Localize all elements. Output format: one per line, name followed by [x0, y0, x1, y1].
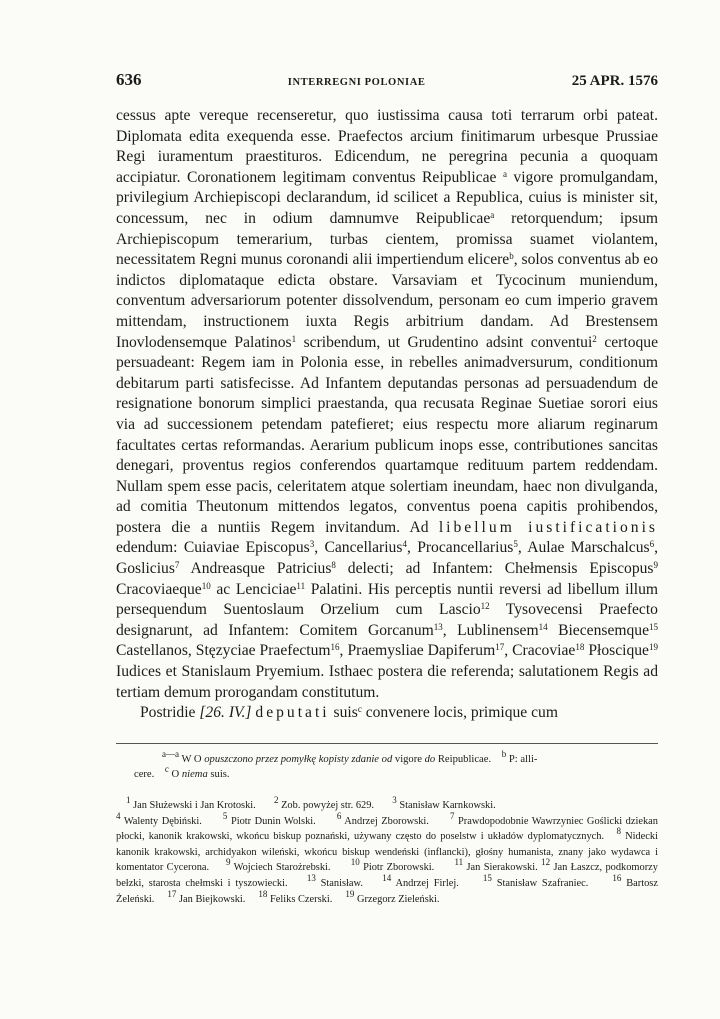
text-run: ac Lenciciae: [210, 580, 297, 598]
footnote-number: 10: [350, 857, 360, 868]
footnote-text: Stanisław Karnkowski.: [399, 800, 496, 811]
footnote-ref: 12: [480, 601, 490, 612]
footnote-ref: 17: [495, 642, 505, 653]
apparatus-marker: a: [490, 210, 495, 221]
text-run: Andreasque Patricius: [179, 560, 332, 578]
footnote-number: 13: [306, 873, 316, 884]
paragraph-2: [116, 703, 658, 724]
footnote-text: Andrzej Zborowski.: [344, 815, 429, 827]
text-run: retorquendum; ipsum Archiepiscopum temerarium, turbas cientem, promissa suamet violantem, necessitatem Regni munus coronandi alii impertiendum elicere: [116, 209, 658, 269]
footnote-ref: 5: [513, 539, 518, 550]
footnote-ref: 16: [330, 642, 340, 653]
footnote-number: 7: [450, 810, 455, 821]
footnote-number: 3: [392, 795, 397, 806]
footnote-text: Walenty Dębiński.: [123, 815, 202, 827]
footnote-number: 6: [336, 810, 342, 821]
footnote-ref: 2: [592, 333, 597, 344]
footnote-text: Grzegorz Zieleński.: [356, 893, 440, 905]
footnote-number: 8: [616, 826, 621, 837]
text-run: certoque persuadeant: Regem iam in Polonia esse, in rebelles animadversurum, conditionum debitarum parti satisfecisse. Ad Infantem deputandas personas ad persuadendum de resignatione bonorum simplici praestanda, qua recusata Reginae Suetiae sorori eius via ad successionem petendam patefieret; eius respectu more aliarum reginarum facultates certas reformandas. Aerarium publicum inops esse, contributiones sancitas denegari, proventus regios conferendos quartamque redituum partem reddendam. Nullam spem esse pacis, celeritatem atque solertiam ineundam, haec non divulganda, ad comitia Theutonum mittendos legatos, conventus poena capitis prohibendos, postera die a nuntiis Regem invitandum. Ad: [116, 333, 659, 536]
apparatus-marker: a—a: [162, 749, 179, 760]
apparatus-text: W O: [181, 754, 205, 765]
date-reference: [26. IV.]: [199, 704, 252, 722]
footnote-ref: 18: [575, 642, 585, 653]
page-number: 636: [116, 70, 142, 89]
text-run: , Cancellarius: [314, 539, 403, 557]
footnote-text: Prawdopodobnie Wawrzyniec Goślicki dziekan płocki, kanonik krakowski, wkońcu biskup poznański, używany często do poselstw i układów dyplomatycznych.: [116, 815, 658, 843]
text-run: , Aulae Marschalcus: [517, 539, 650, 557]
footnote-text: Jan Biejkowski.: [179, 893, 246, 905]
footnote-number: 18: [258, 888, 268, 899]
footnote-ref: 1: [291, 333, 297, 344]
text-run: , Goslicius: [116, 539, 658, 578]
footnote-text: Stanisław Szafraniec.: [496, 877, 589, 889]
footnote-ref: 3: [309, 539, 315, 550]
footnote-text: Zob. powyżej str. 629.: [281, 800, 375, 811]
footnote-ref: 14: [538, 621, 548, 632]
apparatus-marker: c: [164, 764, 169, 775]
footnote-text: Jan Służewski i Jan Krotoski.: [133, 800, 256, 811]
footnote-line: [116, 810, 658, 908]
footnote-number: 16: [612, 873, 622, 884]
text-run: , Procancellarius: [406, 539, 514, 557]
text-run: Tysovecensi Praefecto designarunt, ad Infantem: Comitem Gorcanum: [116, 601, 658, 639]
apparatus-text: cere.: [134, 769, 155, 780]
footnote-number: 12: [541, 857, 551, 868]
footnote-ref: 11: [296, 580, 306, 591]
footnote-number: 11: [454, 857, 464, 868]
apparatus-italic: opuszczono przez pomyłkę kopisty zdanie od: [204, 754, 393, 765]
text-run: Biecensemque: [547, 621, 650, 639]
text-run: vigore promulgandam, privilegium Archiepiscopi declarandum, id scilicet a Republica, cuius is minister sit, concessum, nec in odium damnumve Reipublicae: [116, 168, 658, 227]
text-run: suis: [329, 704, 358, 722]
footnote-ref: 15: [649, 621, 659, 632]
apparatus-line: [116, 764, 658, 782]
apparatus-italic: do: [424, 754, 436, 765]
footnote-ref: 13: [433, 621, 443, 632]
footnote-number: 17: [167, 888, 177, 899]
footnotes: [116, 795, 658, 907]
paragraph-1: [116, 106, 658, 703]
apparatus-marker: c: [357, 704, 362, 715]
footnote-divider: [116, 743, 658, 744]
footnote-number: 14: [382, 873, 392, 884]
text-run: scribendum, ut Grudentino adsint conventui: [296, 333, 593, 351]
footnote-number: 15: [482, 873, 492, 884]
footnote-ref: 6: [649, 539, 655, 550]
text-run: convenere locis, primique cum: [361, 704, 558, 722]
footnote-ref: 8: [331, 560, 336, 571]
text-run: , solos conventus ab eo indictos diplomataque edicta obstare. Varsaviam et Tycocinum muniendum, conventum adversariorum potenter dissolvendum, personam eo cum imperio gravem mittendam, instructionem iuxta Regis arbitrium dandam. Ad Brestensem Inovlodensemque Palatinos: [116, 251, 658, 351]
spaced-text: libellum iustificationis: [438, 518, 659, 536]
footnote-text: Andrzej Firlej.: [395, 877, 459, 889]
apparatus-text: P: alli-: [508, 754, 538, 765]
spaced-text: deputati: [255, 704, 330, 722]
footnote-text: Feliks Czerski.: [270, 893, 333, 905]
text-run: , Praemysliae Dapiferum: [339, 642, 496, 660]
footnote-text: Stanisław.: [320, 877, 363, 889]
apparatus-marker: b: [501, 749, 507, 760]
text-run: edendum: Cuiaviae Episcopus: [116, 539, 310, 557]
footnote-ref: 19: [648, 642, 658, 653]
text-run: Płoscique: [584, 642, 649, 660]
footnote-text: Bartosz Żeleński.: [116, 877, 658, 905]
footnote-ref: 7: [174, 560, 180, 571]
footnote-ref: 4: [402, 539, 407, 550]
apparatus-text: Reipublicae.: [435, 754, 492, 765]
apparatus-text: O: [171, 769, 182, 780]
text-run: Iudices et Stanislaum Pryemium. Isthaec postera die referenda; salutationem Regis ad tertiam demum prorogandam constitutum.: [116, 663, 658, 701]
text-run: , Lublinensem: [442, 621, 539, 639]
footnote-ref: 10: [201, 580, 211, 591]
footnote-number: 1: [126, 795, 131, 806]
footnote-number: 9: [225, 857, 231, 868]
footnote-text: Piotr Dunin Wolski.: [230, 815, 316, 827]
footnote-number: 2: [273, 795, 279, 806]
apparatus-marker: b: [509, 251, 514, 262]
apparatus-line: [116, 749, 658, 767]
apparatus-italic: niema: [181, 769, 208, 780]
running-title: INTERREGNI POLONIAE: [287, 77, 426, 88]
apparatus-marker: a: [502, 168, 507, 179]
footnote-text: Jan Sierakowski.: [466, 862, 538, 874]
text-run: Postridie: [140, 704, 200, 722]
header-date: 25 APR. 1576: [571, 73, 658, 89]
footnote-text: Nidecki kanonik krakowski, archidyakon wileński, wkońcu biskup wendeński (inflancki), głośny humanista, znany jako wydawca i komentator Cycerona.: [116, 831, 658, 874]
footnote-number: 4: [116, 810, 121, 821]
running-header: [116, 70, 658, 92]
text-run: cessus apte vereque recenseretur, quo iustissima causa toti terrarum orbi pateat. Diplomata edita exequenda esse. Praefectos arcium finitimarum urbesque Prussiae Regi iuramentum praestituros. Edicendum, ne peregrina pecunia a quoquam accipiatur. Coronationem legitimam conventus Reipublicae: [116, 107, 658, 186]
footnote-number: 19: [345, 888, 355, 899]
text-run: , Cracoviae: [504, 642, 576, 660]
text-run: Palatini. His perceptis nuntii reversi ad libellum illum persequendum Suentoslaum Orzelium cum Lascio: [116, 580, 658, 619]
apparatus-text: suis.: [207, 769, 230, 780]
text-run: Cracoviaeque: [116, 580, 202, 598]
main-text: [116, 106, 658, 724]
text-run: Castellanos, Stęzyciae Praefectum: [116, 642, 331, 660]
apparatus-text: vigore: [392, 754, 425, 765]
footnote-ref: 9: [653, 560, 658, 571]
footnote-line: [116, 795, 658, 814]
footnote-text: Piotr Zborowski.: [363, 862, 435, 874]
footnote-text: Jan Łaszcz, podkomorzy bełzki, starosta chełmski i tyszowiecki.: [116, 862, 658, 889]
footnote-text: Wojciech Starożrebski.: [233, 862, 331, 874]
critical-apparatus: [116, 749, 658, 782]
footnote-number: 5: [222, 810, 228, 821]
text-run: delecti; ad Infantem: Chełmensis Episcopus: [335, 560, 654, 578]
